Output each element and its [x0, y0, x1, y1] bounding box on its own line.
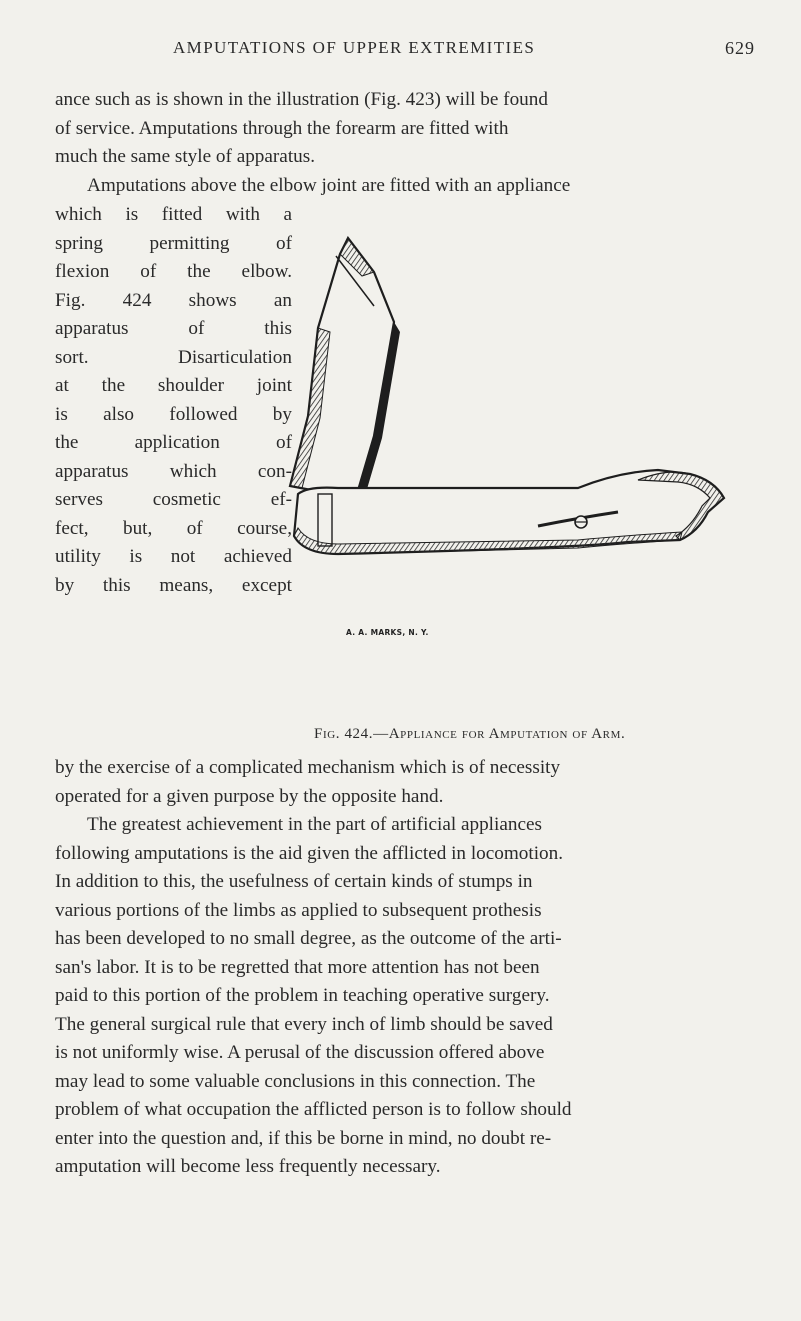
text-line: utility is not achieved	[55, 546, 292, 567]
maker-label: A. A. MARKS, N. Y.	[346, 628, 429, 637]
text-line: may lead to some valuable conclusions in this connection. The	[55, 1070, 536, 1092]
arm-appliance-illustration	[278, 236, 734, 736]
text-line: The general surgical rule that every inch of limb should be saved	[55, 1013, 553, 1035]
text-line: spring permitting of	[55, 232, 292, 254]
text-line: which is fitted with a	[55, 204, 292, 225]
text-line: has been developed to no small degree, as the outcome of the arti-	[55, 928, 562, 949]
text-line: flexion of the elbow.	[55, 261, 292, 282]
text-line: by this means, except	[55, 574, 292, 596]
figure-424	[278, 236, 734, 748]
text-line: is also followed by	[55, 403, 292, 425]
text-line: In addition to this, the usefulness of certain kinds of stumps in	[55, 871, 533, 892]
text-line: amputation will become less frequently necessary.	[55, 1156, 441, 1177]
text-line: various portions of the limbs as applied to subsequent prothesis	[55, 899, 542, 921]
figure-caption	[314, 726, 754, 743]
text-line: operated for a given purpose by the opposite hand.	[55, 785, 444, 807]
text-line: is not uniformly wise. A perusal of the discussion offered above	[55, 1042, 545, 1063]
text-line: Amputations above the elbow joint are fitted with an appliance	[87, 174, 571, 196]
bottom-paragraph-block	[55, 754, 755, 1182]
text-line: by the exercise of a complicated mechanism which is of necessity	[55, 757, 561, 778]
text-line: enter into the question and, if this be borne in mind, no doubt re-	[55, 1127, 552, 1149]
text-line: sort. Disarticulation	[55, 346, 292, 368]
text-line: san's labor. It is to be regretted that more attention has not been	[55, 956, 540, 978]
text-line: the application of	[55, 432, 292, 453]
text-line: apparatus which con-	[55, 460, 292, 482]
text-line: serves cosmetic ef-	[55, 489, 292, 510]
text-line: at the shoulder joint	[55, 375, 292, 396]
text-line: paid to this portion of the problem in teaching operative surgery.	[55, 985, 550, 1006]
text-line: fect, but, of course,	[55, 517, 292, 539]
text-line: apparatus of this	[55, 318, 292, 339]
top-paragraph-block	[55, 86, 745, 200]
caption-text: —Appliance for Amputation of Arm.	[373, 726, 626, 742]
page-header	[65, 38, 765, 62]
wrapped-paragraph-block	[55, 201, 295, 600]
text-line: much the same style of apparatus.	[55, 146, 316, 167]
text-line: problem of what occupation the afflicted person is to follow should	[55, 1099, 572, 1120]
text-line: Fig. 424 shows an	[55, 289, 292, 311]
text-line: ance such as is shown in the illustration (Fig. 423) will be found	[55, 89, 548, 110]
caption-figure-number: Fig. 424.	[314, 726, 374, 742]
running-head: AMPUTATIONS OF UPPER EXTREMITIES	[173, 38, 536, 57]
text-line: of service. Amputations through the forearm are fitted with	[55, 117, 509, 139]
text-line: The greatest achievement in the part of artificial appliances	[87, 814, 542, 835]
text-line: following amputations is the aid given the afflicted in locomotion.	[55, 842, 564, 864]
page-number: 629	[725, 38, 755, 58]
